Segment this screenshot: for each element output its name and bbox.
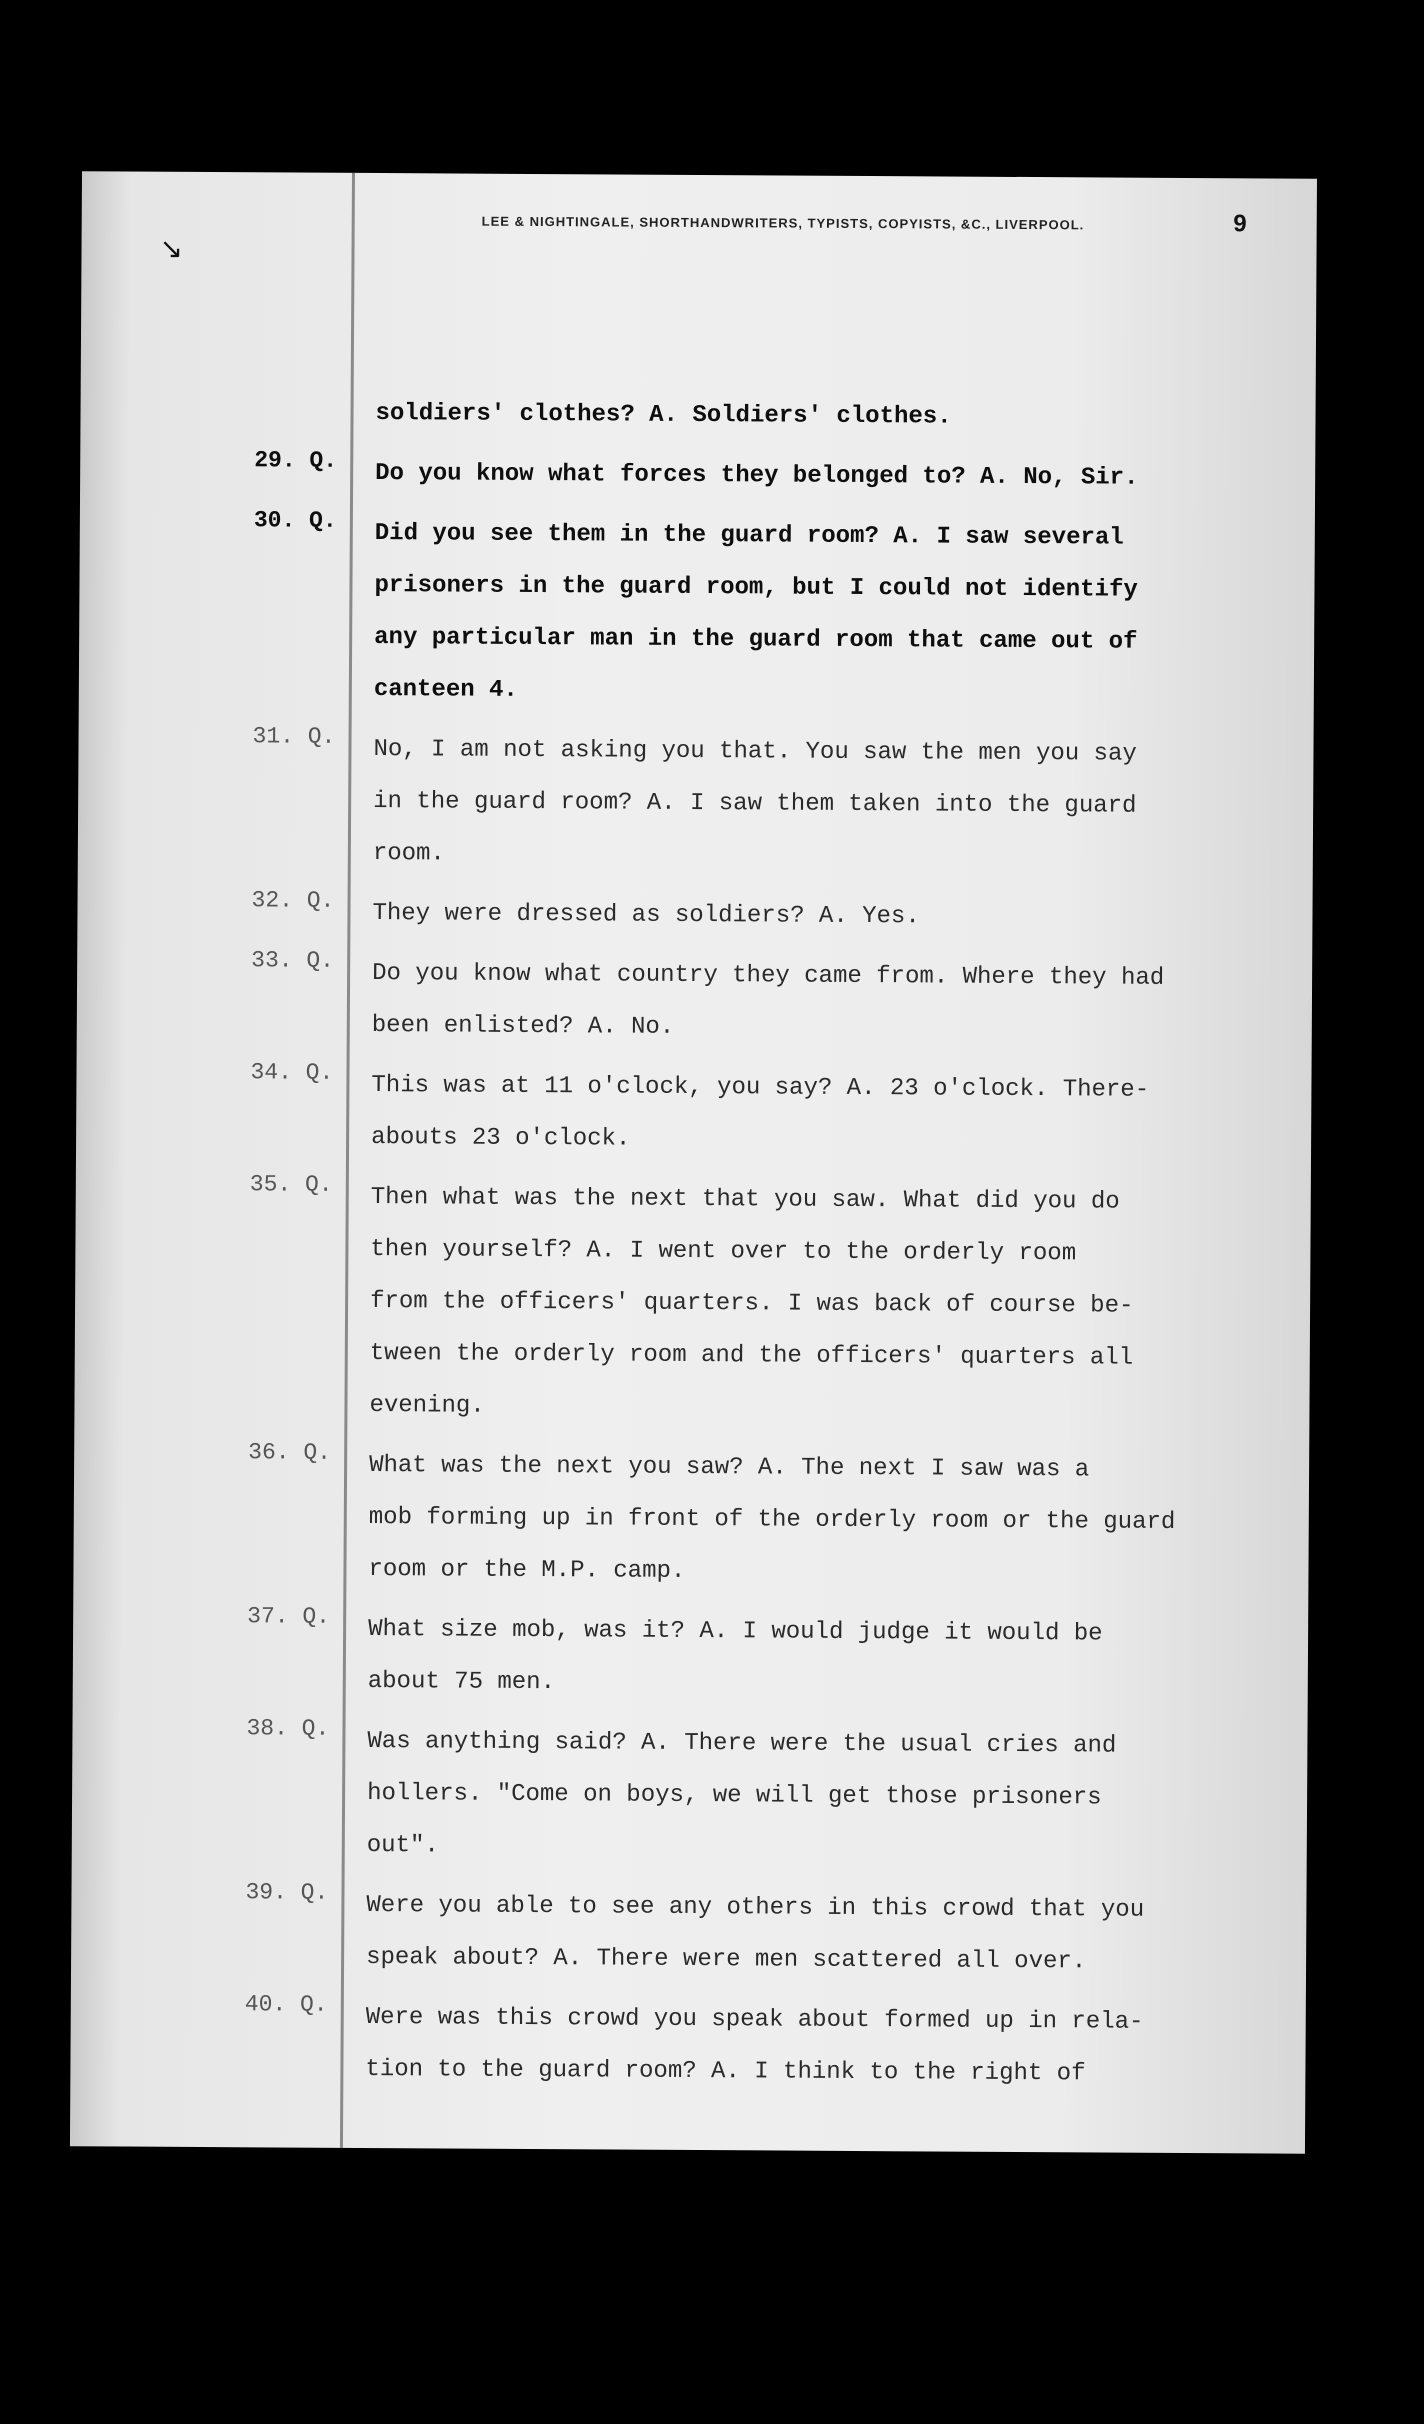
question-number: 31. Q. bbox=[252, 723, 336, 750]
question-number bbox=[255, 387, 345, 388]
transcript-line: Then what was the next that you saw. What did you do bbox=[370, 1184, 1120, 1216]
transcript-line: What was the next you saw? A. The next I saw was a bbox=[369, 1452, 1090, 1484]
question-number: 30. Q. bbox=[253, 507, 337, 534]
question-number: 35. Q. bbox=[249, 1171, 333, 1198]
question-number: 37. Q. bbox=[247, 1603, 331, 1630]
pencil-mark-icon: ↘ bbox=[159, 231, 184, 265]
qa-entry bbox=[71, 1878, 1307, 1990]
transcript-line: about 75 men. bbox=[367, 1668, 556, 1697]
qa-entry bbox=[80, 446, 1315, 506]
question-number: 29. Q. bbox=[254, 447, 338, 474]
transcript-body bbox=[70, 386, 1315, 2110]
qa-entry bbox=[70, 1990, 1306, 2102]
transcript-line: tween the orderly room and the officers' quarters all bbox=[369, 1340, 1134, 1372]
transcript-line: Were you able to see any others in this crowd that you bbox=[366, 1891, 1145, 1924]
transcript-line: room or the M.P. camp. bbox=[368, 1556, 686, 1585]
qa-entry bbox=[72, 1714, 1308, 1878]
question-number: 33. Q. bbox=[251, 947, 335, 974]
question-number: 38. Q. bbox=[246, 1715, 330, 1742]
transcript-line: evening. bbox=[369, 1392, 485, 1420]
transcript-line: been enlisted? A. No. bbox=[371, 1012, 675, 1041]
transcript-line: in the guard room? A. I saw them taken into the guard bbox=[373, 788, 1137, 820]
document-page bbox=[70, 171, 1317, 2154]
qa-entry bbox=[78, 722, 1314, 886]
transcript-line: No, I am not asking you that. You saw the men you say bbox=[373, 736, 1137, 768]
qa-entry bbox=[74, 1170, 1311, 1438]
transcript-line: from the officers' quarters. I was back of course be- bbox=[370, 1288, 1134, 1320]
question-number: 32. Q. bbox=[251, 887, 335, 914]
transcript-line: any particular man in the guard room that came out of bbox=[374, 624, 1138, 656]
transcript-line: soldiers' clothes? A. Soldiers' clothes. bbox=[375, 400, 952, 431]
transcript-line: hollers. "Come on boys, we will get those prisoners bbox=[367, 1780, 1102, 1812]
qa-entry bbox=[77, 946, 1313, 1058]
transcript-line: room. bbox=[372, 840, 445, 868]
transcript-line: speak about? A. There were men scattered all over. bbox=[366, 1943, 1087, 1976]
transcript-line: then yourself? A. I went over to the orderly room bbox=[370, 1236, 1077, 1268]
printer-header: LEE & NIGHTINGALE, SHORTHANDWRITERS, TYPISTS, COPYISTS, &C., LIVERPOOL. bbox=[481, 213, 1085, 233]
transcript-line: Do you know what forces they belonged to? A. No, Sir. bbox=[375, 460, 1139, 492]
transcript-line: What size mob, was it? A. I would judge it would be bbox=[368, 1616, 1103, 1648]
qa-entry bbox=[79, 506, 1315, 722]
transcript-line: Were was this crowd you speak about formed up in rela- bbox=[365, 2003, 1144, 2036]
transcript-line: out". bbox=[366, 1831, 439, 1860]
transcript-line: Do you know what country they came from. Where they had bbox=[372, 960, 1165, 992]
qa-entry bbox=[77, 886, 1312, 946]
transcript-line: They were dressed as soldiers? A. Yes. bbox=[372, 900, 920, 931]
transcript-line: abouts 23 o'clock. bbox=[371, 1124, 631, 1153]
transcript-line: mob forming up in front of the orderly room or the guard bbox=[368, 1504, 1176, 1536]
qa-entry bbox=[73, 1438, 1309, 1602]
transcript-line: Did you see them in the guard room? A. I saw several bbox=[374, 520, 1124, 552]
question-number: 39. Q. bbox=[245, 1879, 329, 1906]
transcript-line: This was at 11 o'clock, you say? A. 23 o'clock. There- bbox=[371, 1072, 1150, 1104]
transcript-line: canteen 4. bbox=[373, 676, 518, 704]
qa-entry bbox=[73, 1602, 1309, 1714]
question-number: 34. Q. bbox=[250, 1059, 334, 1086]
page-number: 9 bbox=[1233, 210, 1247, 238]
question-number: 36. Q. bbox=[248, 1439, 332, 1466]
transcript-line: tion to the guard room? A. I think to the right of bbox=[365, 2055, 1086, 2088]
qa-entry bbox=[76, 1058, 1312, 1170]
question-number: 40. Q. bbox=[244, 1991, 328, 2018]
transcript-line: Was anything said? A. There were the usual cries and bbox=[367, 1728, 1117, 1760]
transcript-line: prisoners in the guard room, but I could not identify bbox=[374, 572, 1138, 604]
qa-entry bbox=[80, 386, 1315, 446]
